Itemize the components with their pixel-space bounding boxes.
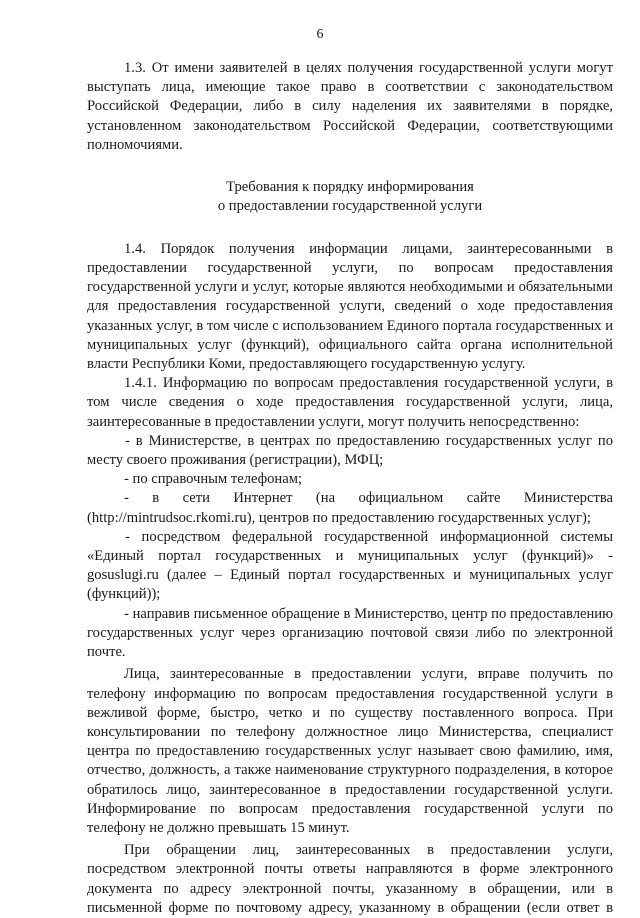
list-item-internet: - в сети Интернет (на официальном сайте Министерства (http://mintrudsoc.rkomi.ru), центров по предоставлению государственных услуг); <box>87 490 613 526</box>
list-item-ministry: - в Министерстве, в центрах по предоставлению государственных услуг по месту своего проживания (регистрации), МФЦ; <box>87 432 613 469</box>
section-heading-line-1: Требования к порядку информирования <box>226 179 474 196</box>
paragraph-1-3: 1.3. От имени заявителей в целях получения государственной услуги могут выступать лица, имеющие такое право в соответствии с законодательством Российской Федерации, либо в силу наделения их заявителями в порядке, установленном законодательством Российской Федерации, соответствующими полномочиями. <box>87 60 613 153</box>
section-heading-line-2: о предоставлении государственной услуги <box>217 198 483 215</box>
document-body <box>87 59 613 918</box>
list-item-phones: - по справочным телефонам; <box>124 471 302 488</box>
paragraph-phone-consultation: Лица, заинтересованные в предоставлении услуги, вправе получить по телефону информацию по вопросам предоставления государственной услуги в вежливой форме, быстро, четко и по существу поставленного вопроса. При консультировании по телефону должностное лицо Министерства, специалист центра по предоставлению государственных услуг называет свою фамилию, имя, отчество, должность, а также наименование структурного подразделения, в которое обратилось лицо, заинтересованное в предоставлении государственной услуги. Информирование по вопросам предоставления государственной услуги по телефону не должно превышать 15 минут. <box>87 666 613 836</box>
paragraph-email-requests: При обращении лиц, заинтересованных в предоставлении услуги, посредством электронной почты ответы направляются в форме электронного документа по адресу электронной почты, указанному в обращении, или в письменной форме по почтовому адресу, указанному в обращении (если ответ в <box>87 842 613 916</box>
paragraph-1-4-1: 1.4.1. Информацию по вопросам предоставления государственной услуги, в том числе сведения о ходе предоставления государственной услуги, лица, заинтересованные в предоставлении услуги, могут получить непосредственно: <box>87 375 613 430</box>
paragraph-1-4: 1.4. Порядок получения информации лицами, заинтересованными в предоставлении государственной услуги, по вопросам предоставления государственной услуги и услуг, которые являются необходимыми и обязательными для предоставления государственной услуги, сведений о ходе предоставления указанных услуг, в том числе с использованием Единого портала государственных и муниципальных услуг (функций), официального сайта органа исполнительной власти Республики Коми, предоставляющего государственную услугу. <box>87 240 613 373</box>
list-item-written-request: - направив письменное обращение в Министерство, центр по предоставлению государственных услуг через организацию почтовой связи либо по электронной почте. <box>87 605 613 661</box>
page-number: 6 <box>316 27 324 42</box>
list-item-portal: - посредством федеральной государственной информационной системы «Единый портал государственных и муниципальных услуг (функций)» - gosuslugi.ru (далее – Единый портал государственных и муниципальных услуг (функций)); <box>87 528 613 603</box>
